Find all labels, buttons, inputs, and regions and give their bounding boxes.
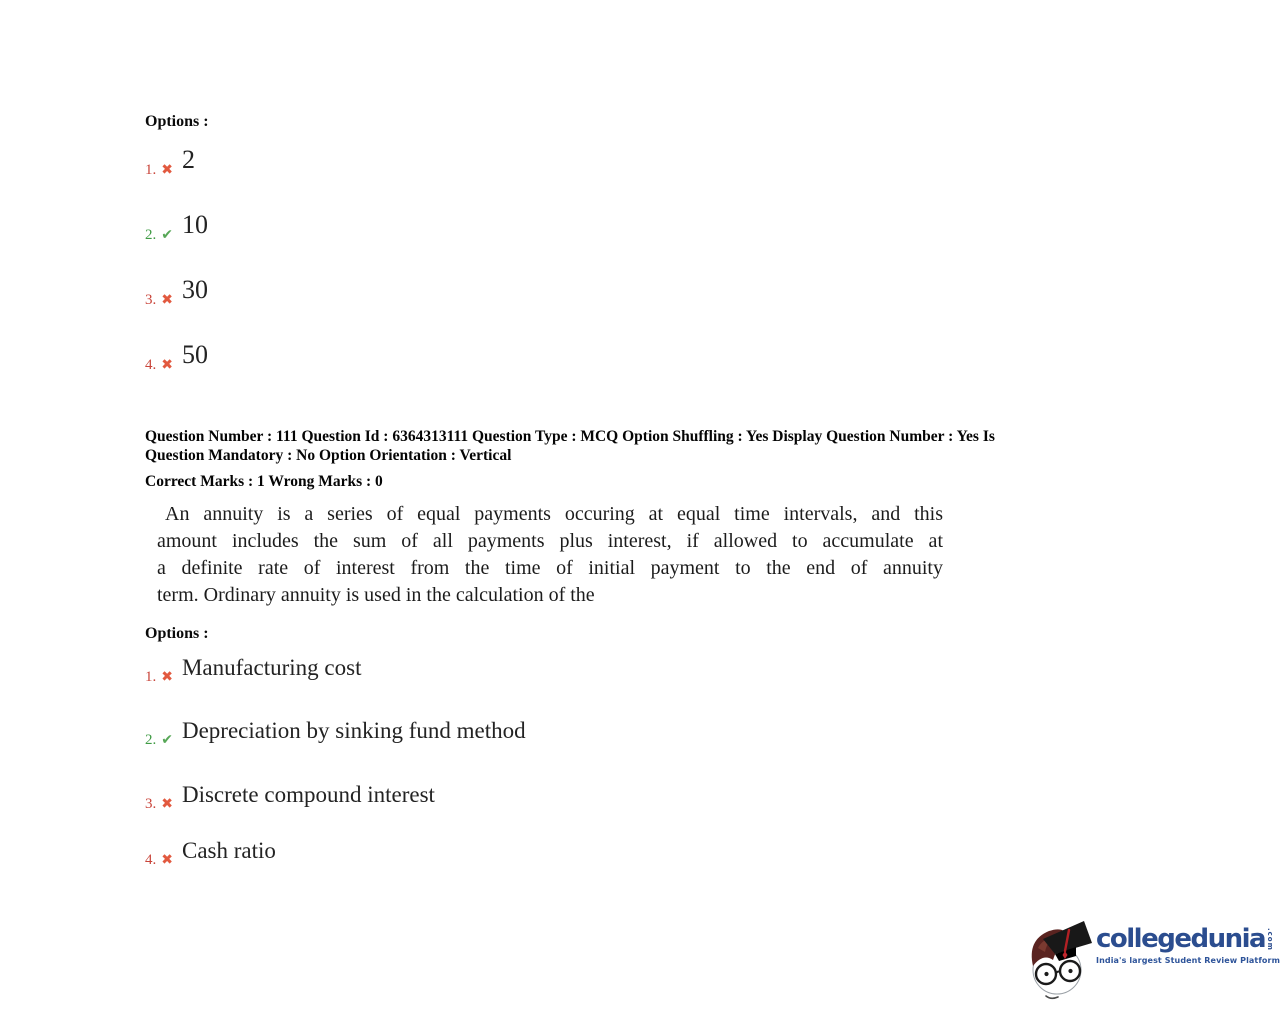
collegedunia-mascot-icon (1022, 908, 1094, 1003)
question-text (157, 501, 943, 609)
answer-option-row (145, 828, 526, 868)
options-list (145, 645, 526, 868)
wrong-icon: ✖ (161, 796, 173, 812)
option-number: 2. (145, 732, 157, 748)
option-text: 50 (181, 340, 208, 369)
option-text: Discrete compound interest (181, 782, 435, 807)
collegedunia-logo[interactable] (1022, 908, 1280, 1003)
options-label: Options : (145, 113, 209, 130)
question-text-line: amount includes the sum of all payments plus interest, if allowed to accumulate at (157, 530, 943, 552)
logo-tagline: India's largest Student Review Platform (1096, 956, 1281, 966)
wrong-icon: ✖ (161, 162, 173, 178)
question-meta-line-2: Question Mandatory : No Option Orientation : Vertical (145, 447, 512, 464)
answer-option-row (145, 138, 209, 178)
answer-option-row (145, 645, 526, 685)
logo-wordmark: collegedunia (1096, 924, 1266, 954)
option-number: 1. (145, 162, 157, 178)
options-list (145, 138, 209, 373)
previous-question-options-section (145, 112, 209, 398)
logo-domain: .com (1266, 928, 1275, 952)
option-text: 2 (181, 145, 195, 174)
option-number: 3. (145, 292, 157, 308)
wrong-icon: ✖ (161, 357, 173, 373)
correct-icon: ✔ (161, 732, 173, 748)
correct-icon: ✔ (161, 227, 173, 243)
option-number: 4. (145, 357, 157, 373)
option-number: 4. (145, 852, 157, 868)
option-number: 2. (145, 227, 157, 243)
answer-option-row (145, 708, 526, 748)
option-text: 10 (181, 210, 208, 239)
option-number: 1. (145, 669, 157, 685)
option-text: Cash ratio (181, 838, 276, 863)
option-text: 30 (181, 275, 208, 304)
logo-text-block (1096, 908, 1280, 965)
wrong-icon: ✖ (161, 669, 173, 685)
option-text: Manufacturing cost (181, 655, 362, 680)
current-question-options-section (145, 624, 526, 868)
answer-option-row (145, 772, 526, 812)
question-text-line: An annuity is a series of equal payments occuring at equal time intervals, and this (165, 503, 943, 525)
wrong-icon: ✖ (161, 292, 173, 308)
question-meta-line-1: Question Number : 111 Question Id : 6364313111 Question Type : MCQ Option Shuffling : Yes Display Question Number : Yes Is (145, 428, 995, 445)
option-number: 3. (145, 796, 157, 812)
answer-option-row (145, 333, 209, 373)
wrong-icon: ✖ (161, 852, 173, 868)
question-metadata (145, 427, 1145, 491)
question-text-line: a definite rate of interest from the time of initial payment to the end of annuity (157, 557, 943, 579)
answer-option-row (145, 268, 209, 308)
question-text-line: term. Ordinary annuity is used in the calculation of the (157, 584, 595, 606)
options-label: Options : (145, 625, 209, 642)
answer-option-row (145, 203, 209, 243)
question-marks-line: Correct Marks : 1 Wrong Marks : 0 (145, 473, 383, 490)
option-text: Depreciation by sinking fund method (181, 718, 526, 743)
